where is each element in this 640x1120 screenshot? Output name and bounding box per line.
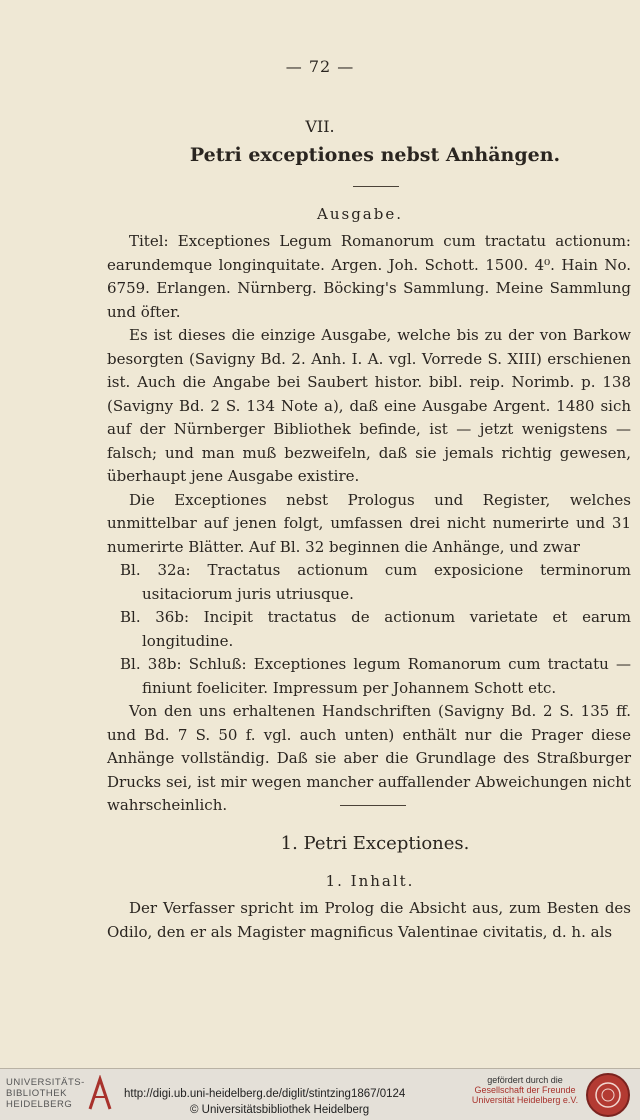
- page-number: — 72 —: [285, 57, 355, 76]
- body-text-block-1: [107, 230, 631, 818]
- paragraph-title-info: Titel: Exceptiones Legum Romanorum cum tractatu actionum: earundemque longinquitate. Argen. Joh. Schott. 1500. 4⁰. Hain No. 6759. Erlangen. Nürnberg. Böcking's Sammlung. Meine Sammlung und öfter.: [107, 232, 631, 321]
- section-title: Petri exceptiones nebst Anhängen.: [189, 144, 561, 166]
- subsubsection-title: 1. Inhalt.: [325, 872, 415, 890]
- body-text-block-3: [107, 897, 631, 944]
- permalink-url[interactable]: http://digi.ub.uni-heidelberg.de/diglit/stintzing1867/0124: [124, 1088, 406, 1100]
- paragraph-manuscripts: Von den uns erhaltenen Handschriften (Savigny Bd. 2 S. 135 ff. und Bd. 7 S. 50 f. vgl. auch unten) enthält nur die Prager diese Anhänge vollständig. Daß sie aber die Grundlage des Straßburger Drucks sei, ist mir wegen mancher auffallender Abweichungen nicht wahrscheinlich.: [107, 702, 631, 814]
- paragraph-prolog: Der Verfasser spricht im Prolog die Absicht aus, zum Besten des Odilo, den er als Magister magnificus Valentinae civitatis, d. h. als: [107, 899, 631, 941]
- list-item: Bl. 38b: Schluß: Exceptiones legum Romanorum cum tractatu — finiunt foeliciter. Impressum per Johannem Schott etc.: [120, 655, 631, 697]
- paragraph-only-edition: Es ist dieses die einzige Ausgabe, welche bis zu der von Barkow besorgten (Savigny Bd. 2. Anh. I. A. vgl. Vorrede S. XIII) erschienen ist. Auch die Angabe bei Saubert histor. bibl. reip. Norimb. p. 138 (Savigny Bd. 2 S. 134 Note a), daß eine Ausgabe Argent. 1480 sich auf der Nürnberger Bibliothek befinde, ist — jetzt wenigstens — falsch; und man muß bezweifeln, daß sie jemals richtig gewesen, überhaupt jene Ausgabe existire.: [107, 326, 631, 485]
- library-logo-icon: [86, 1075, 114, 1113]
- section-roman-numeral: VII.: [305, 117, 335, 136]
- sponsor-text: gefördert durch die Gesellschaft der Freunde Universität Heidelberg e.V.: [471, 1075, 579, 1105]
- paragraph-exceptiones-content: Die Exceptiones nebst Prologus und Register, welches unmittelbar auf jenen folgt, umfassen drei nicht numerirte und 31 numerirte Blätter. Auf Bl. 32 beginnen die Anhänge, und zwar: [107, 490, 631, 556]
- digitization-footer: [0, 1068, 640, 1120]
- list-item: Bl. 32a: Tractatus actionum cum exposicione terminorum usitaciorum juris utriusque.: [120, 561, 631, 603]
- copyright-notice: © Universitätsbibliothek Heidelberg: [190, 1104, 370, 1116]
- section-divider: [340, 805, 406, 806]
- university-seal-icon: [586, 1073, 630, 1117]
- subsection-title: 1. Petri Exceptiones.: [280, 833, 470, 854]
- title-divider: [353, 186, 399, 187]
- library-name: UNIVERSITÄTS- BIBLIOTHEK HEIDELBERG: [6, 1077, 85, 1110]
- ausgabe-heading: Ausgabe.: [317, 205, 403, 223]
- list-item: Bl. 36b: Incipit tractatus de actionum varietate et earum longitudine.: [120, 608, 631, 650]
